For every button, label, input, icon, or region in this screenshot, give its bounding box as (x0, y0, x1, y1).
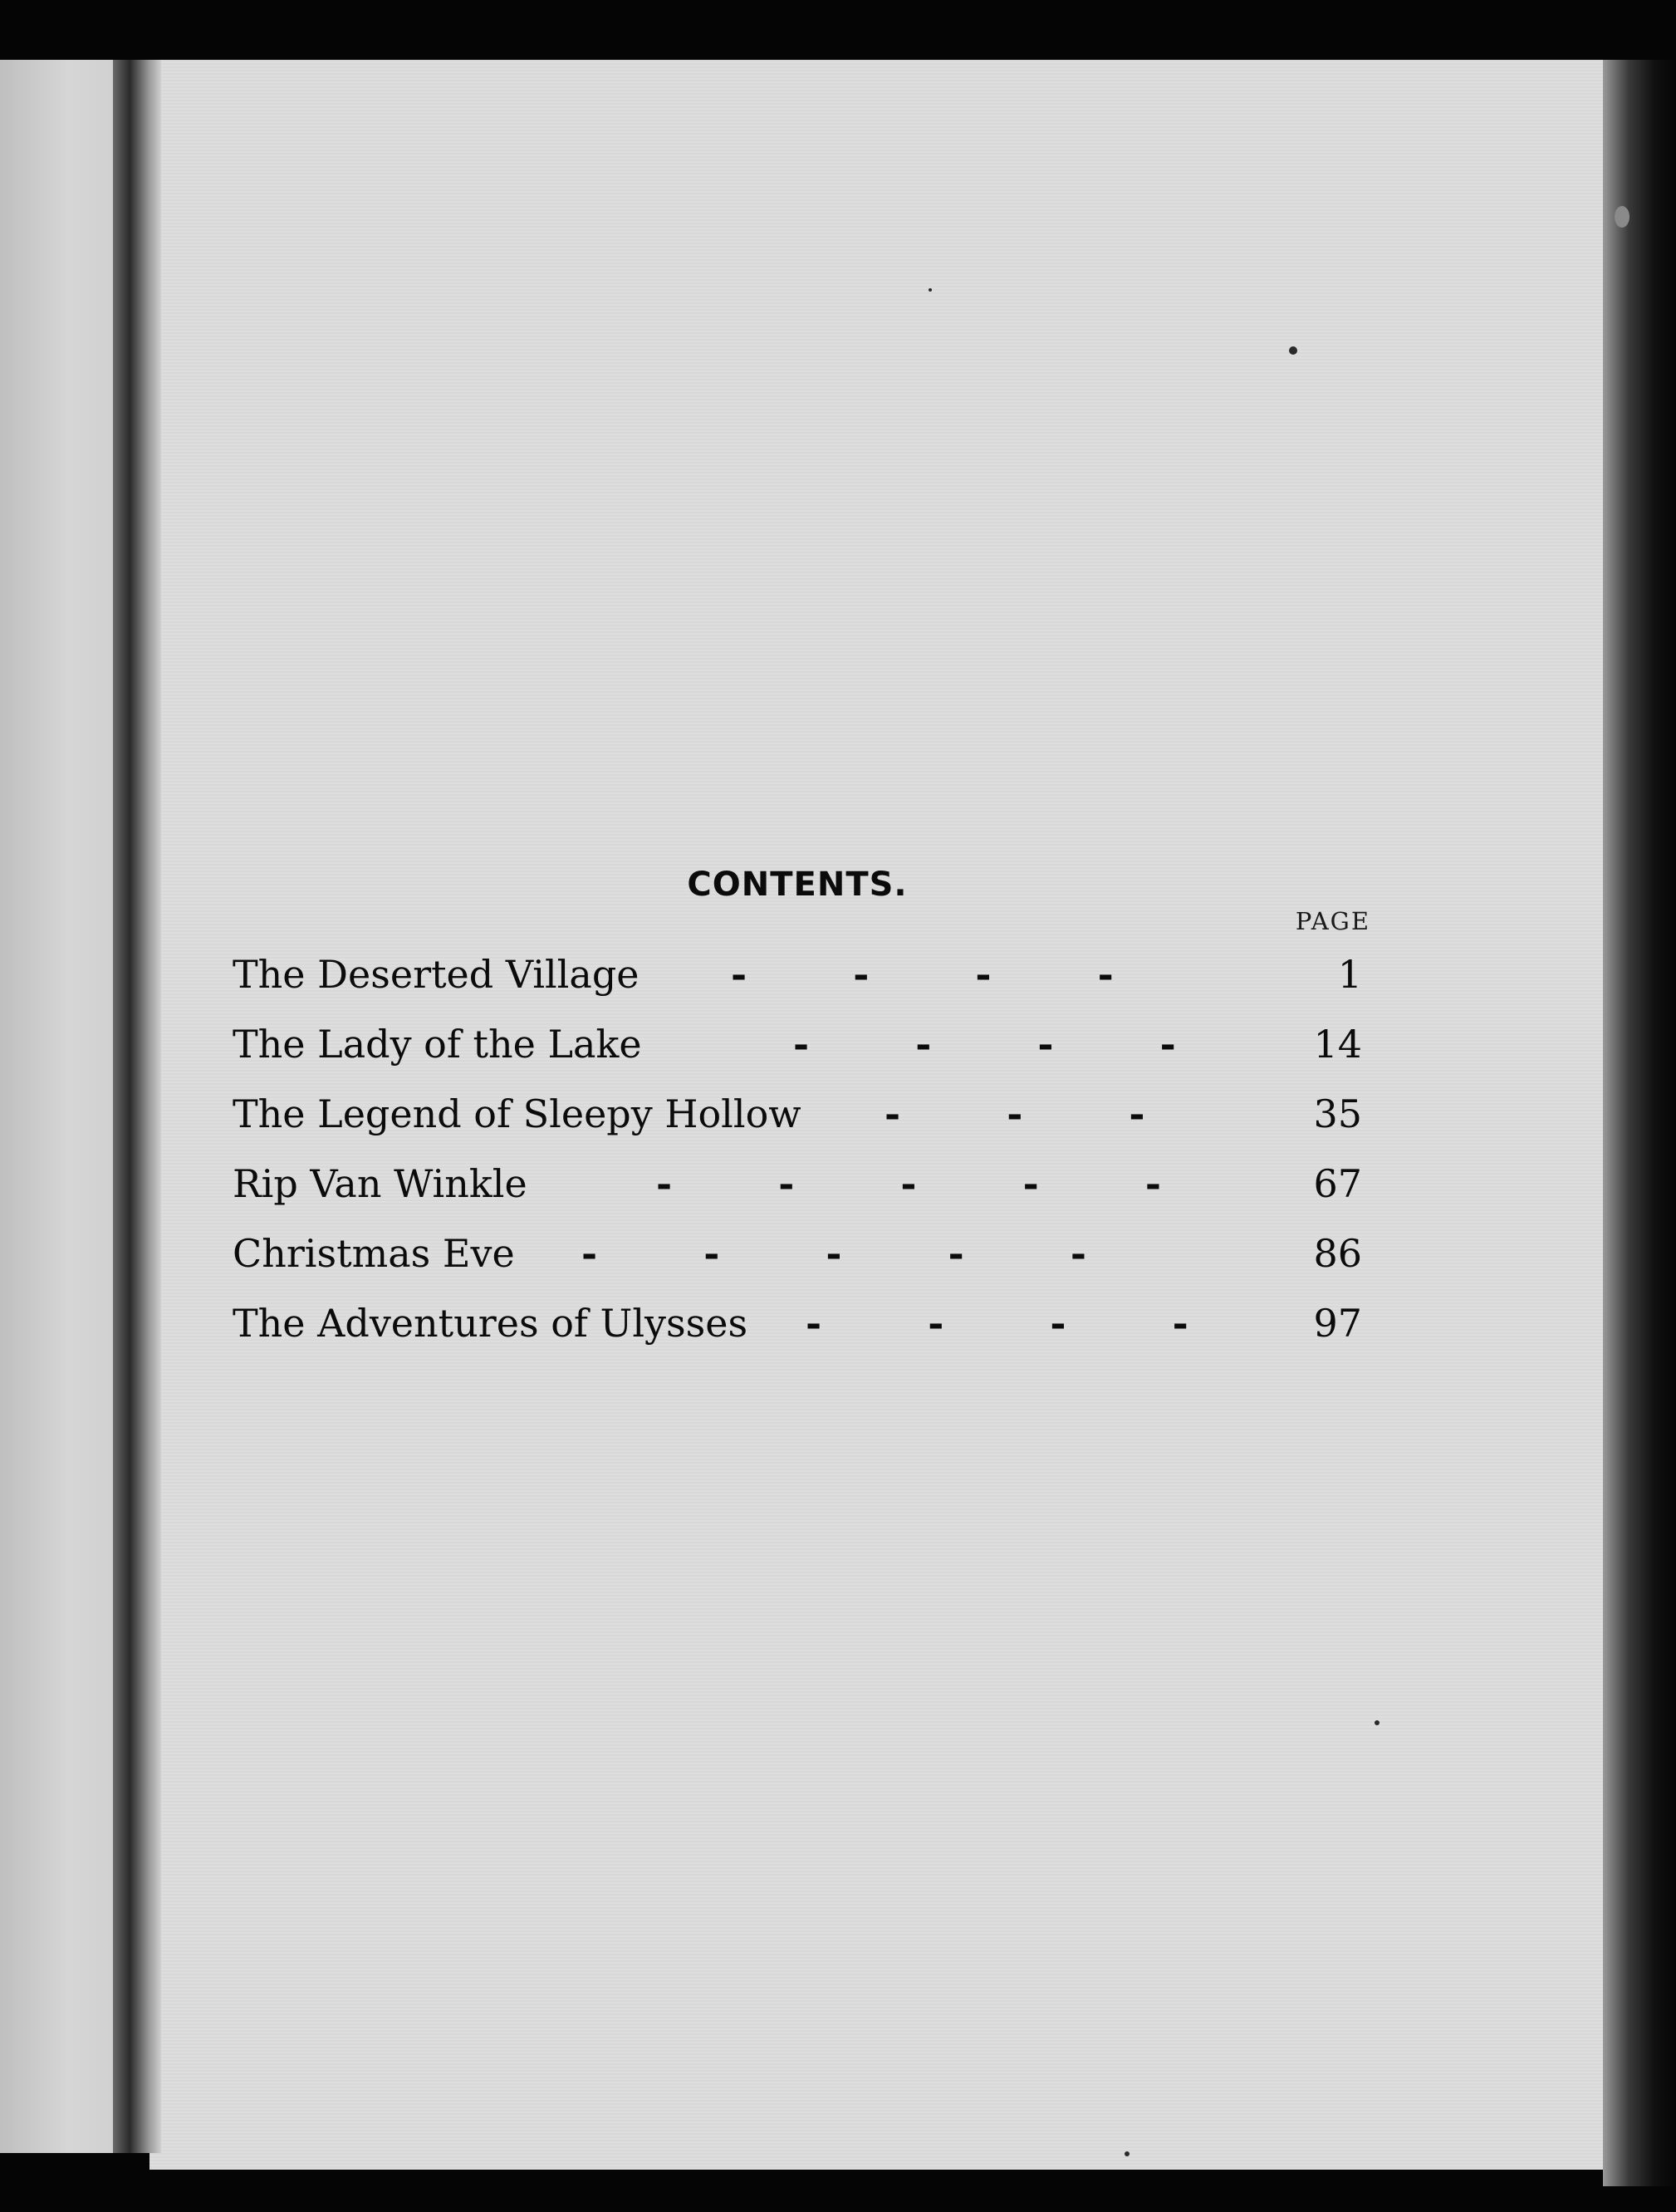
toc-entry-title: Christmas Eve (233, 1231, 515, 1276)
toc-entry[interactable] (233, 1155, 1379, 1224)
toc-entry-page: 97 (1313, 1301, 1362, 1346)
scan-speck (1375, 1720, 1380, 1725)
page-column-label: PAGE (1295, 907, 1370, 935)
toc-entry[interactable] (233, 945, 1379, 1015)
toc-entry-page: 35 (1313, 1091, 1362, 1136)
toc-entry-page: 67 (1313, 1161, 1362, 1206)
scan-speck (929, 288, 932, 292)
toc-entry-title: Rip Van Winkle (233, 1161, 527, 1206)
toc-entry-leader: - - - (885, 1091, 1145, 1136)
toc-entry-title: The Lady of the Lake (233, 1022, 642, 1067)
toc-entry-page: 1 (1337, 952, 1362, 997)
toc-entry-title: The Deserted Village (233, 952, 640, 997)
facing-page-edge (0, 60, 125, 2153)
contents-heading: CONTENTS. (687, 866, 908, 904)
toc-entry[interactable] (233, 1015, 1379, 1085)
toc-entry-leader: - - - - (793, 1022, 1176, 1067)
toc-entry-title: The Adventures of Ulysses (233, 1301, 748, 1346)
toc-entry-leader: - - - - - (656, 1161, 1161, 1206)
scan-speck (1615, 206, 1629, 228)
toc-entry-leader: - - - - (731, 952, 1114, 997)
book-gutter (113, 60, 161, 2153)
page-right-edge (1603, 60, 1676, 2186)
scan-speck (1125, 2151, 1130, 2156)
toc-entry[interactable] (233, 1224, 1379, 1294)
toc-entry-page: 14 (1313, 1022, 1362, 1067)
toc-entry-page: 86 (1313, 1231, 1362, 1276)
toc-entry-leader: - - - - (806, 1301, 1188, 1346)
table-of-contents (233, 945, 1379, 1364)
toc-entry-leader: - - - - - (581, 1231, 1086, 1276)
scan-speck (1289, 346, 1297, 355)
toc-entry[interactable] (233, 1085, 1379, 1155)
toc-entry[interactable] (233, 1294, 1379, 1364)
toc-entry-title: The Legend of Sleepy Hollow (233, 1091, 801, 1136)
